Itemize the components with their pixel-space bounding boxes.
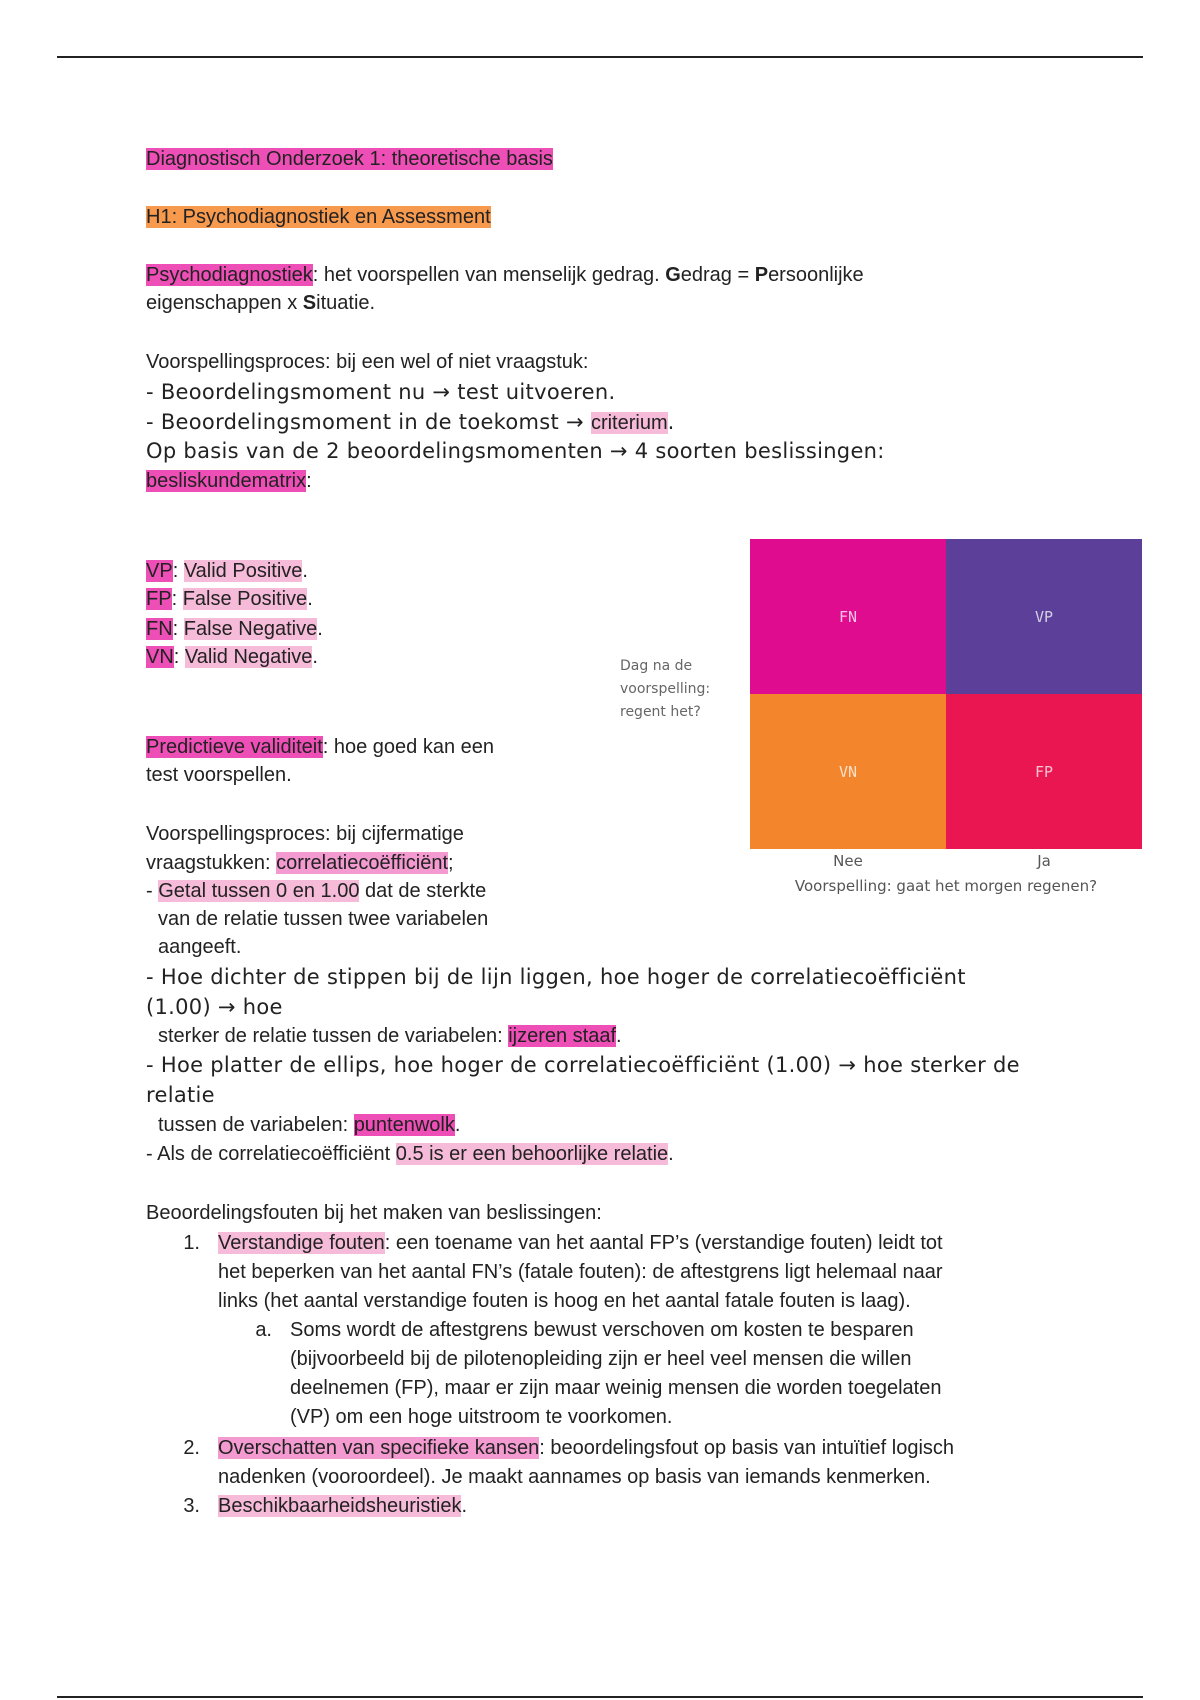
correlation-bullet-cont: van de relatie tussen twee variabelen	[158, 908, 489, 930]
legend-item: FP: False Positive.	[146, 588, 313, 610]
predictive-validity: Predictieve validiteit: hoe goed kan een	[146, 736, 495, 758]
correlation-bullet-cont: relatie	[146, 1083, 215, 1107]
sublist-item-cont: deelnemen (FP), maar er zijn maar weinig mensen die worden toegelaten	[290, 1377, 942, 1399]
correlation-bullet: - Hoe platter de ellips, hoe hoger de correlatiecoëfficiënt (1.00) → hoe sterker de	[146, 1053, 1020, 1077]
correlation-bullet-cont: sterker de relatie tussen de variabelen: ijzeren staaf.	[158, 1025, 622, 1047]
definition-paragraph: Psychodiagnostiek: het voorspellen van menselijk gedrag. Gedrag = Persoonlijke	[146, 264, 864, 286]
matrix-cell-fp	[946, 694, 1142, 849]
y-axis-title-line: voorspelling:	[620, 681, 711, 697]
bottom-rule	[57, 1696, 1143, 1698]
matrix-term-line: besliskundematrix:	[146, 470, 312, 492]
process-summary: Op basis van de 2 beoordelingsmomenten → 4 soorten beslissingen:	[146, 439, 885, 463]
list-number: 1.	[183, 1232, 200, 1254]
correlation-bullet-cont: tussen de variabelen: puntenwolk.	[158, 1114, 461, 1136]
matrix-cell-vn	[750, 694, 946, 849]
correlation-bullet-cont: aangeeft.	[158, 936, 242, 958]
list-item-1-cont: het beperken van het aantal FN’s (fatale fouten): de aftestgrens ligt helemaal naar	[218, 1261, 943, 1283]
correlation-bullet: - Hoe dichter de stippen bij de lijn liggen, hoe hoger de correlatiecoëfficiënt	[146, 965, 966, 989]
cell-label: VN	[838, 762, 858, 781]
sublist-letter: a.	[255, 1319, 272, 1341]
list-number: 3.	[183, 1495, 200, 1517]
definition-paragraph-cont: eigenschappen x Situatie.	[146, 292, 376, 314]
y-axis-title-line: Dag na de	[620, 658, 693, 674]
doc-title: Diagnostisch Onderzoek 1: theoretische basis	[146, 148, 553, 170]
correlation-bullet: - Als de correlatiecoëfficiënt 0.5 is er een behoorlijke relatie.	[146, 1143, 674, 1165]
cell-label: FN	[838, 607, 858, 626]
legend-item: VP: Valid Positive.	[146, 560, 308, 582]
section-heading: H1: Psychodiagnostiek en Assessment	[146, 206, 491, 228]
list-item-1: Verstandige fouten: een toename van het aantal FP’s (verstandige fouten) leidt tot	[218, 1232, 943, 1254]
legend-item: VN: Valid Negative.	[146, 646, 318, 668]
correlation-intro: Voorspellingsproces: bij cijfermatige	[146, 823, 464, 845]
correlation-bullet: - Getal tussen 0 en 1.00 dat de sterkte	[146, 880, 487, 902]
x-tick-label: Nee	[833, 852, 863, 870]
correlation-intro-cont: vraagstukken: correlatiecoëfficiënt;	[146, 852, 454, 874]
sublist-item-cont: (bijvoorbeeld bij de pilotenopleiding zijn er heel veel mensen die willen	[290, 1348, 912, 1370]
sublist-item-cont: (VP) om een hoge uitstroom te voorkomen.	[290, 1406, 673, 1428]
matrix-cell-vp	[946, 539, 1142, 694]
process-bullet: - Beoordelingsmoment nu → test uitvoeren.	[146, 380, 616, 404]
sublist-item: Soms wordt de aftestgrens bewust verschoven om kosten te besparen	[290, 1319, 914, 1341]
decision-matrix	[560, 530, 1180, 910]
x-axis-title: Voorspelling: gaat het morgen regenen?	[794, 877, 1098, 895]
list-number: 2.	[183, 1437, 200, 1459]
cell-label: FP	[1034, 762, 1054, 781]
list-item-2: Overschatten van specifieke kansen: beoordelingsfout op basis van intuïtief logisch	[218, 1437, 955, 1459]
process-bullet: - Beoordelingsmoment in de toekomst → criterium.	[146, 410, 675, 434]
legend-item: FN: False Negative.	[146, 618, 323, 640]
top-rule	[57, 56, 1143, 58]
list-item-2-cont: nadenken (vooroordeel). Je maakt aannames op basis van iemands kenmerken.	[218, 1466, 931, 1488]
predictive-validity-cont: test voorspellen.	[146, 764, 292, 786]
process-intro: Voorspellingsproces: bij een wel of niet vraagstuk:	[146, 351, 589, 373]
term-highlight: Psychodiagnostiek	[146, 264, 313, 286]
x-tick-label: Ja	[1037, 852, 1051, 870]
matrix-cell-fn	[750, 539, 946, 694]
list-item-1-cont: links (het aantal verstandige fouten is hoog en het aantal fatale fouten is laag).	[218, 1290, 911, 1312]
errors-intro: Beoordelingsfouten bij het maken van beslissingen:	[146, 1202, 602, 1224]
list-item-3: Beschikbaarheidsheuristiek.	[218, 1495, 468, 1517]
correlation-bullet-cont: (1.00) → hoe	[146, 995, 283, 1019]
cell-label: VP	[1034, 607, 1054, 626]
y-axis-title	[620, 655, 710, 724]
y-axis-title-line: regent het?	[620, 704, 701, 720]
